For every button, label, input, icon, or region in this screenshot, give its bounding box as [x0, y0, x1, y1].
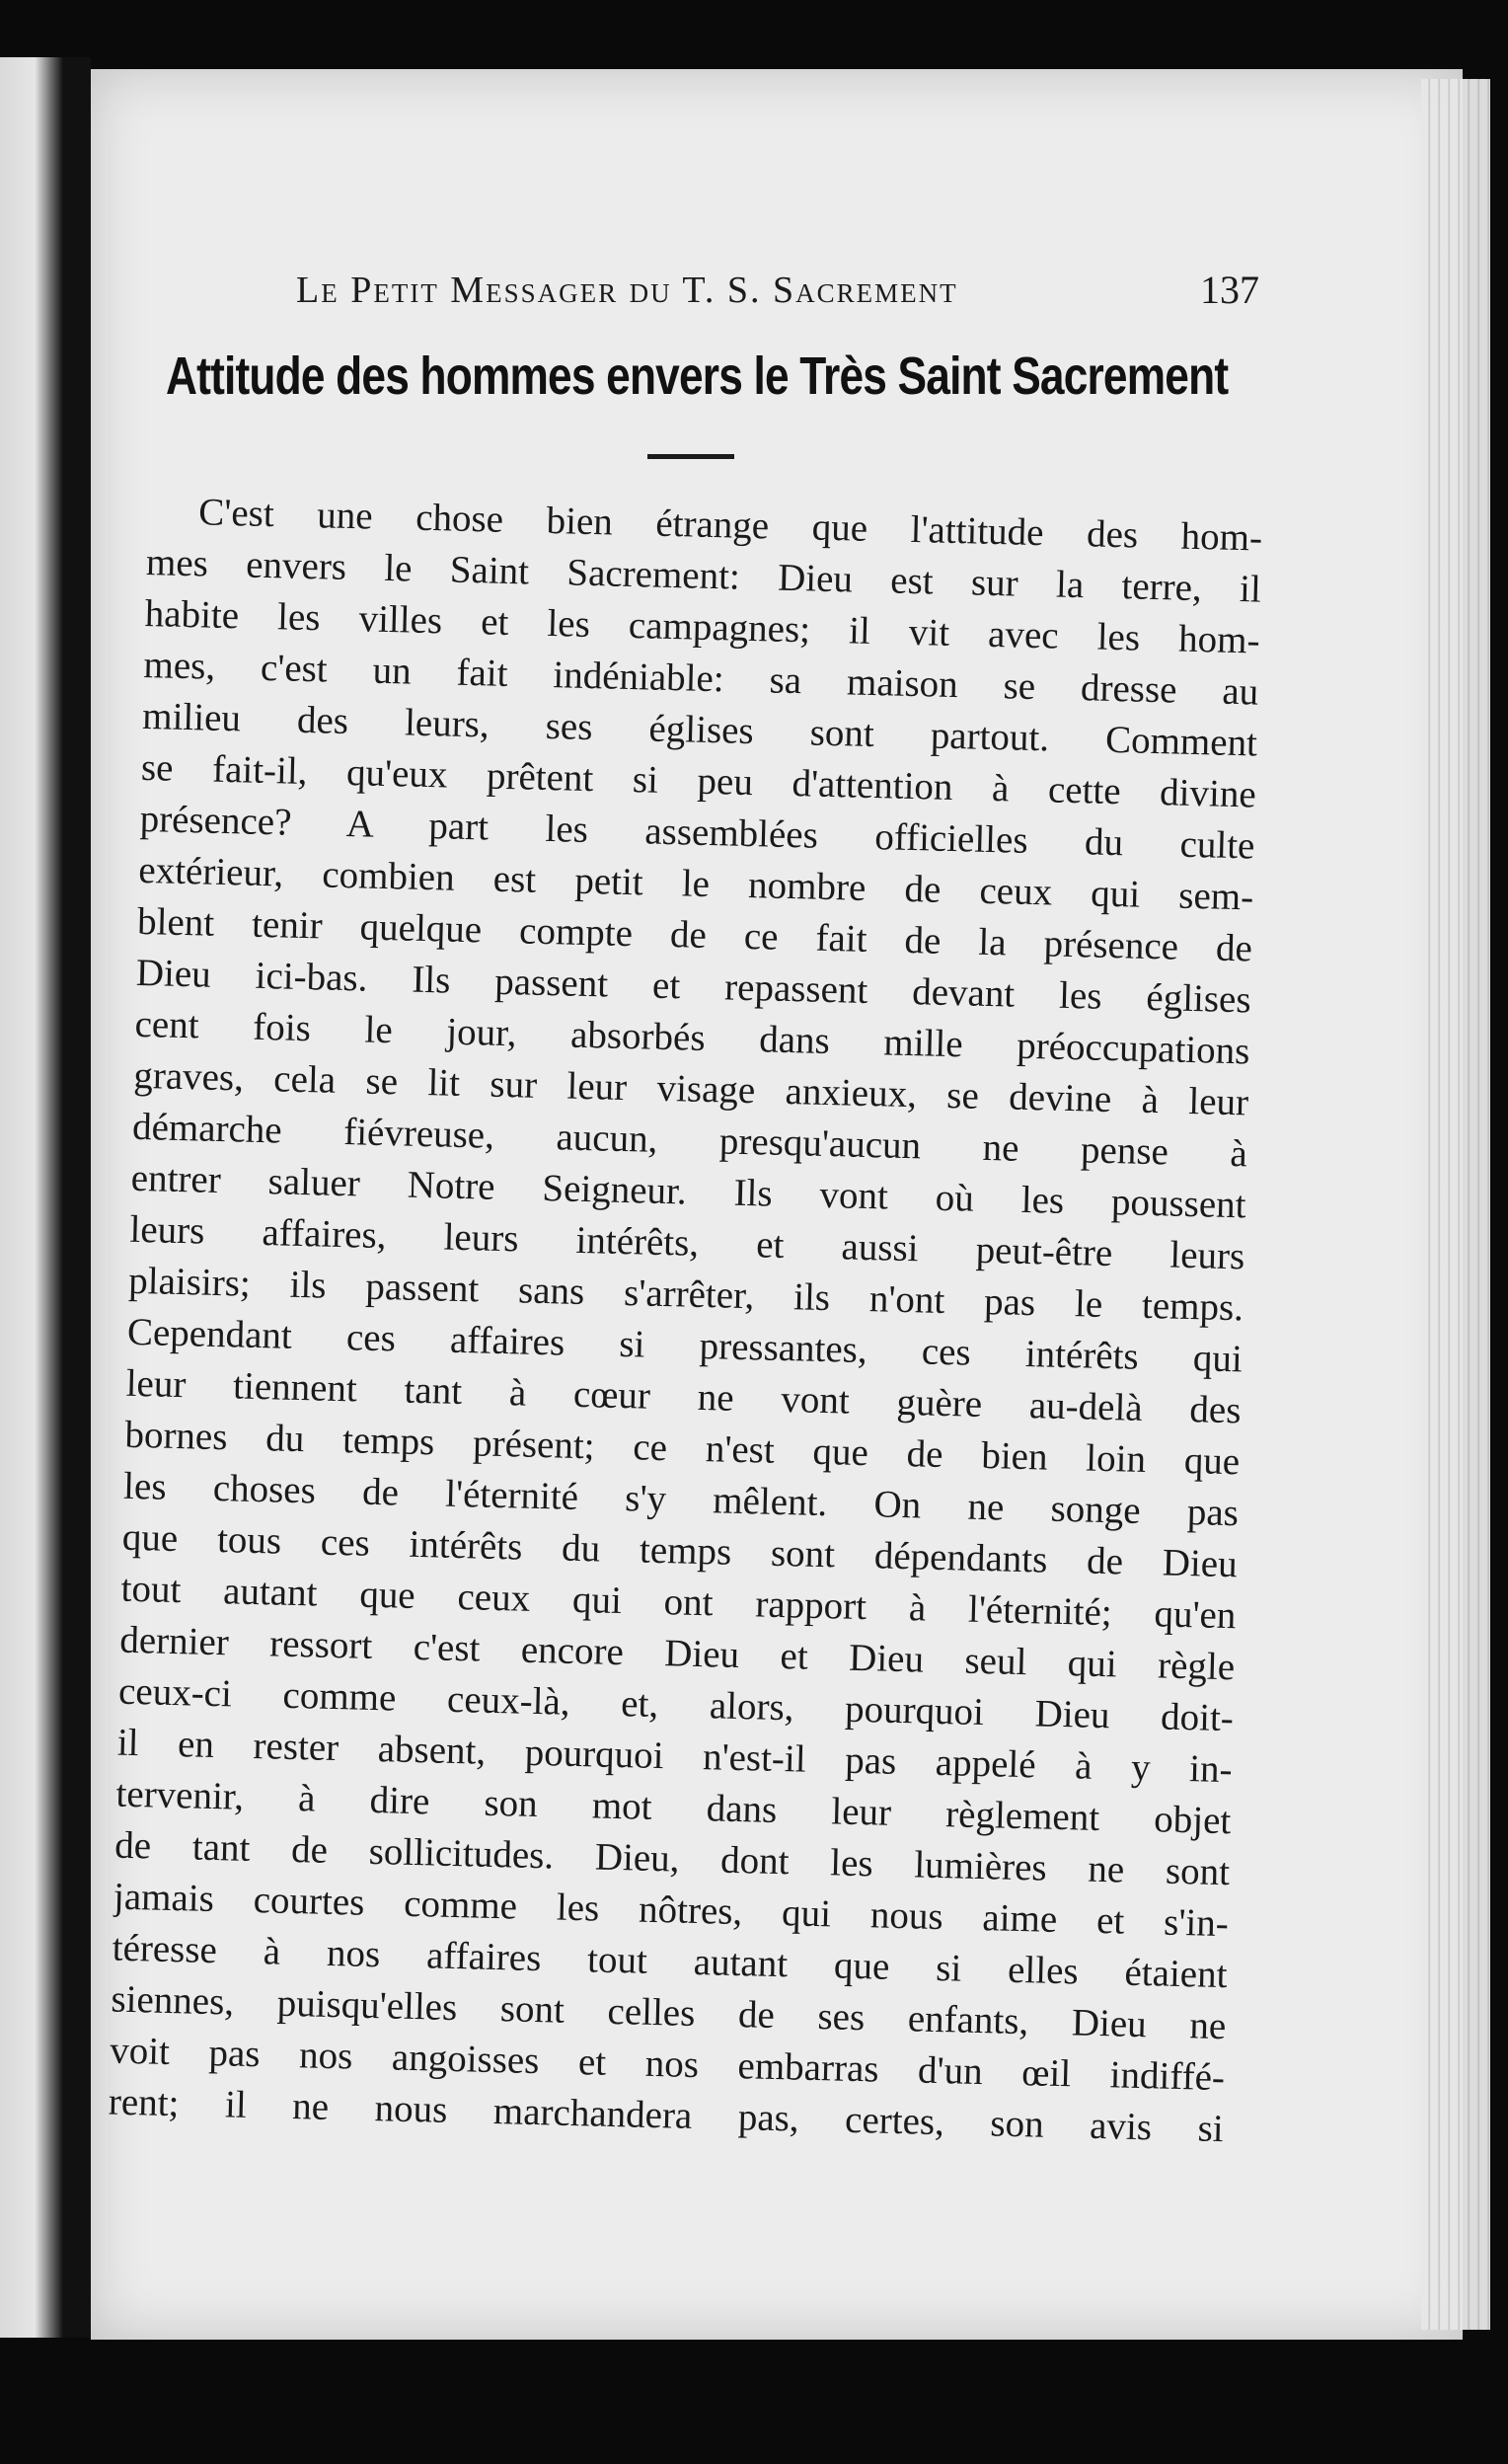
body-line: siennes, puisqu'elles sont celles de ses enfants, Dieu ne	[111, 1977, 1227, 2048]
title-rule	[647, 454, 734, 459]
body-line: ceux-ci comme ceux-là, et, alors, pourquoi Dieu doit-	[117, 1669, 1235, 1740]
body-line: graves, cela se lit sur leur visage anxieux, se devine à leur	[132, 1053, 1249, 1124]
body-line: Dieu ici-bas. Ils passent et repassent devant les églises	[135, 951, 1252, 1022]
facing-page-edge	[0, 57, 63, 2338]
body-line: de tant de sollicitudes. Dieu, dont les lumières ne sont	[113, 1823, 1231, 1894]
body-line: C'est une chose bien étrange que l'attitude des hom-	[197, 491, 1263, 560]
book-gutter	[63, 57, 91, 2338]
body-line: habite les villes et les campagnes; il vit avec les hom-	[144, 591, 1261, 662]
body-line: tout autant que ceux qui ont rapport à l'éternité; qu'en	[120, 1567, 1237, 1638]
body-line: présence? A part les assemblées officielles du culte	[139, 797, 1255, 868]
body-line: mes, c'est un fait indéniable: sa maison se dresse au	[143, 643, 1259, 714]
body-line: entrer saluer Notre Seigneur. Ils vont où les poussent	[130, 1156, 1247, 1227]
body-line: voit pas nos angoisses et nos embarras d'un œil indiffé-	[109, 2029, 1226, 2100]
body-line: bornes du temps présent; ce n'est que de bien loin que	[123, 1413, 1241, 1484]
body-line: rent; il ne nous marchandera pas, certes, son avis si	[108, 2080, 1225, 2151]
body-line: leurs affaires, leurs intérêts, et aussi peut-être leurs	[129, 1207, 1245, 1278]
body-line: tervenir, à dire son mot dans leur règlement objet	[115, 1772, 1232, 1843]
article-title: Attitude des hommes envers le Très Saint Sacrement	[166, 346, 1229, 406]
page-number: 137	[1200, 268, 1259, 312]
article-body	[106, 486, 1263, 2250]
body-line: Cependant ces affaires si pressantes, ces intérêts qui	[126, 1310, 1244, 1381]
body-line: cent fois le jour, absorbés dans mille préoccupations	[134, 1002, 1250, 1073]
body-line: mes envers le Saint Sacrement: Dieu est sur la terre, il	[145, 540, 1262, 611]
page-stack-edge	[1421, 79, 1490, 2330]
body-line: extérieur, combien est petit le nombre de ceux qui sem-	[137, 848, 1254, 919]
body-line: jamais courtes comme les nôtres, qui nous aime et s'in-	[113, 1875, 1230, 1946]
body-line: blent tenir quelque compte de ce fait de la présence de	[136, 899, 1253, 970]
body-line: démarche fiévreuse, aucun, presqu'aucun ne pense à	[131, 1105, 1248, 1176]
body-line: plaisirs; ils passent sans s'arrêter, ils n'ont pas le temps.	[127, 1259, 1244, 1330]
body-line: les choses de l'éternité s'y mêlent. On ne songe pas	[122, 1464, 1240, 1535]
body-line: téresse à nos affaires tout autant que si elles étaient	[112, 1926, 1228, 1997]
body-line: dernier ressort c'est encore Dieu et Dieu seul qui règle	[118, 1618, 1236, 1689]
body-line: leur tiennent tant à cœur ne vont guère au-delà des	[125, 1361, 1242, 1432]
body-line: que tous ces intérêts du temps sont dépendants de Dieu	[121, 1515, 1239, 1586]
body-line: milieu des leurs, ses églises sont partout. Comment	[141, 694, 1258, 765]
body-line: se fait-il, qu'eux prêtent si peu d'attention à cette divine	[140, 745, 1257, 816]
body-line: il en rester absent, pourquoi n'est-il pas appelé à y in-	[116, 1721, 1234, 1792]
running-head: Le Petit Messager du T. S. Sacrement	[296, 270, 958, 311]
